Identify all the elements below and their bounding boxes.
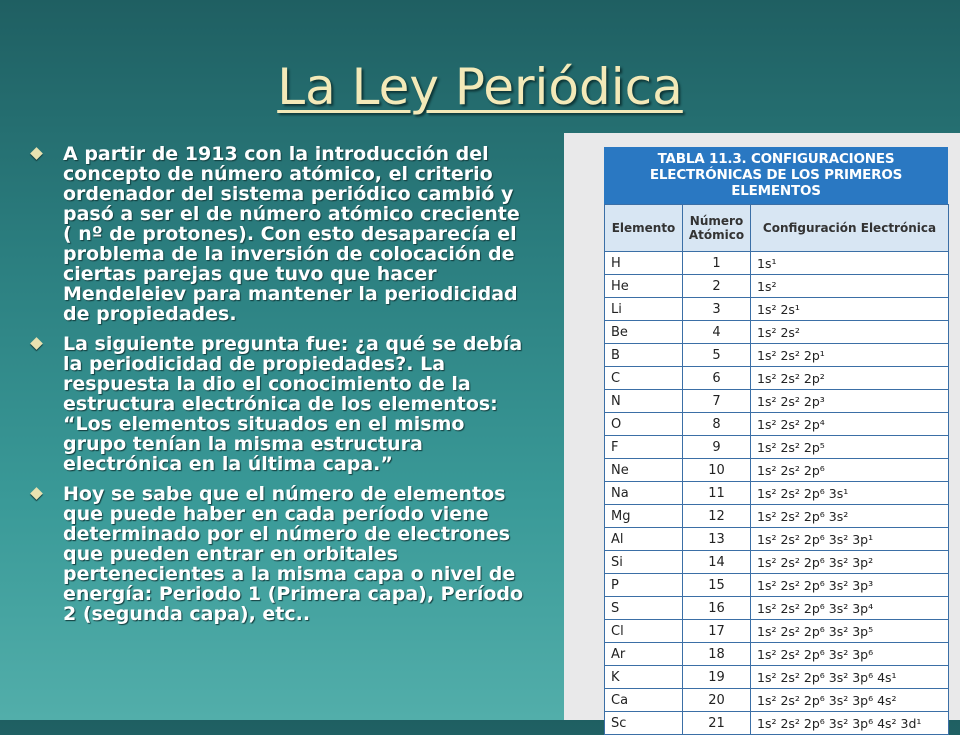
table-row [605, 275, 949, 298]
element-symbol-cell: Ne [605, 459, 683, 482]
table-row [605, 436, 949, 459]
atomic-number-cell: 15 [683, 574, 751, 597]
configuration-cell: 1s² 2s² 2p³ [751, 390, 949, 413]
table-row [605, 367, 949, 390]
element-symbol-cell: Li [605, 298, 683, 321]
element-symbol-cell: Sc [605, 712, 683, 735]
table-row [605, 597, 949, 620]
atomic-number-cell: 4 [683, 321, 751, 344]
atomic-number-cell: 10 [683, 459, 751, 482]
element-symbol-cell: Ar [605, 643, 683, 666]
header-atomic-number: Número Atómico [683, 205, 751, 252]
table-row [605, 321, 949, 344]
atomic-number-cell: 1 [683, 252, 751, 275]
element-symbol-cell: Si [605, 551, 683, 574]
element-symbol-cell: N [605, 390, 683, 413]
atomic-number-cell: 8 [683, 413, 751, 436]
element-symbol-cell: B [605, 344, 683, 367]
atomic-number-cell: 6 [683, 367, 751, 390]
diamond-bullet-icon [30, 337, 43, 350]
configuration-cell: 1s² 2s² 2p⁶ 3s² 3p⁶ [751, 643, 949, 666]
element-symbol-cell: Be [605, 321, 683, 344]
configuration-cell: 1s² 2s² 2p⁶ 3s² 3p⁶ 4s² [751, 689, 949, 712]
configuration-cell: 1s² 2s² 2p⁴ [751, 413, 949, 436]
bullet-list [30, 144, 530, 634]
configuration-cell: 1s² 2s¹ [751, 298, 949, 321]
configuration-cell: 1s² 2s² 2p⁶ 3s² 3p⁶ 4s¹ [751, 666, 949, 689]
configuration-cell: 1s² 2s² 2p² [751, 367, 949, 390]
element-symbol-cell: P [605, 574, 683, 597]
table-row [605, 344, 949, 367]
bullet-text: La siguiente pregunta fue: ¿a qué se debía la periodicidad de propiedades?. La respuesta la dio el conocimiento de la estructura electrónica de los elementos: [63, 333, 523, 415]
element-symbol-cell: Cl [605, 620, 683, 643]
bullet-item [30, 144, 530, 324]
configuration-cell: 1s² 2s² [751, 321, 949, 344]
configuration-cell: 1s² 2s² 2p⁶ 3s² 3p⁶ 4s² 3d¹ [751, 712, 949, 735]
table-row [605, 643, 949, 666]
atomic-number-cell: 12 [683, 505, 751, 528]
table-header-row [605, 205, 949, 252]
atomic-number-cell: 17 [683, 620, 751, 643]
atomic-number-cell: 14 [683, 551, 751, 574]
atomic-number-cell: 3 [683, 298, 751, 321]
atomic-number-cell: 5 [683, 344, 751, 367]
header-element: Elemento [605, 205, 683, 252]
atomic-number-cell: 18 [683, 643, 751, 666]
atomic-number-cell: 20 [683, 689, 751, 712]
configuration-cell: 1s² 2s² 2p⁶ 3s² 3p¹ [751, 528, 949, 551]
atomic-number-cell: 13 [683, 528, 751, 551]
header-configuration: Configuración Electrónica [751, 205, 949, 252]
configuration-cell: 1s² 2s² 2p⁶ 3s² [751, 505, 949, 528]
bullet-item [30, 334, 530, 474]
table-title: TABLA 11.3. CONFIGURACIONES ELECTRÓNICAS DE LOS PRIMEROS ELEMENTOS [604, 147, 948, 204]
table-row [605, 390, 949, 413]
table-row [605, 459, 949, 482]
configuration-cell: 1s¹ [751, 252, 949, 275]
element-symbol-cell: Al [605, 528, 683, 551]
atomic-number-cell: 21 [683, 712, 751, 735]
configuration-cell: 1s² 2s² 2p⁶ [751, 459, 949, 482]
element-symbol-cell: Na [605, 482, 683, 505]
configuration-cell: 1s² 2s² 2p¹ [751, 344, 949, 367]
configuration-cell: 1s² 2s² 2p⁶ 3s¹ [751, 482, 949, 505]
atomic-number-cell: 19 [683, 666, 751, 689]
atomic-number-cell: 9 [683, 436, 751, 459]
element-symbol-cell: S [605, 597, 683, 620]
diamond-bullet-icon [30, 487, 43, 500]
configuration-cell: 1s² 2s² 2p⁶ 3s² 3p⁵ [751, 620, 949, 643]
table-row [605, 528, 949, 551]
bullet-emphasis: “Los elementos situados en el mismo grupo tenían la misma estructura electrónica en la última capa.” [63, 413, 465, 475]
element-symbol-cell: H [605, 252, 683, 275]
atomic-number-cell: 7 [683, 390, 751, 413]
configuration-cell: 1s² 2s² 2p⁵ [751, 436, 949, 459]
table-row [605, 252, 949, 275]
element-symbol-cell: K [605, 666, 683, 689]
atomic-number-cell: 11 [683, 482, 751, 505]
slide-title: La Ley Periódica [277, 58, 683, 116]
bullet-text: Hoy se sabe que el número de elementos que puede haber en cada período viene determinado por el número de electrones que pueden entrar en orbitales pertenecientes a la misma capa o nivel de energía: Periodo 1 (Primera capa), Período 2 (segunda capa), etc.. [63, 483, 524, 625]
table-row [605, 666, 949, 689]
table-row [605, 551, 949, 574]
bullet-text: A partir de 1913 con la introducción del concepto de número atómico, el criterio ordenador del sistema periódico cambió y pasó a ser el de número atómico creciente ( nº de protones). Con esto desaparecía el problema de la inversión de colocación de ciertas parejas que tuvo que hacer Mendeleiev para mantener la periodicidad de propiedades. [63, 143, 520, 325]
element-symbol-cell: He [605, 275, 683, 298]
element-symbol-cell: O [605, 413, 683, 436]
table-row [605, 689, 949, 712]
atomic-number-cell: 2 [683, 275, 751, 298]
configuration-cell: 1s² 2s² 2p⁶ 3s² 3p⁴ [751, 597, 949, 620]
configuration-cell: 1s² [751, 275, 949, 298]
bullet-item [30, 484, 530, 624]
atomic-number-cell: 16 [683, 597, 751, 620]
configuration-table-box [604, 147, 948, 735]
table-image-panel [564, 133, 960, 731]
table-row [605, 482, 949, 505]
table-row [605, 505, 949, 528]
table-row [605, 574, 949, 597]
configuration-cell: 1s² 2s² 2p⁶ 3s² 3p² [751, 551, 949, 574]
element-symbol-cell: Ca [605, 689, 683, 712]
table-row [605, 712, 949, 735]
diamond-bullet-icon [30, 147, 43, 160]
element-symbol-cell: C [605, 367, 683, 390]
table-row [605, 413, 949, 436]
element-symbol-cell: Mg [605, 505, 683, 528]
element-symbol-cell: F [605, 436, 683, 459]
table-row [605, 620, 949, 643]
table-row [605, 298, 949, 321]
configuration-table [604, 204, 949, 735]
configuration-cell: 1s² 2s² 2p⁶ 3s² 3p³ [751, 574, 949, 597]
